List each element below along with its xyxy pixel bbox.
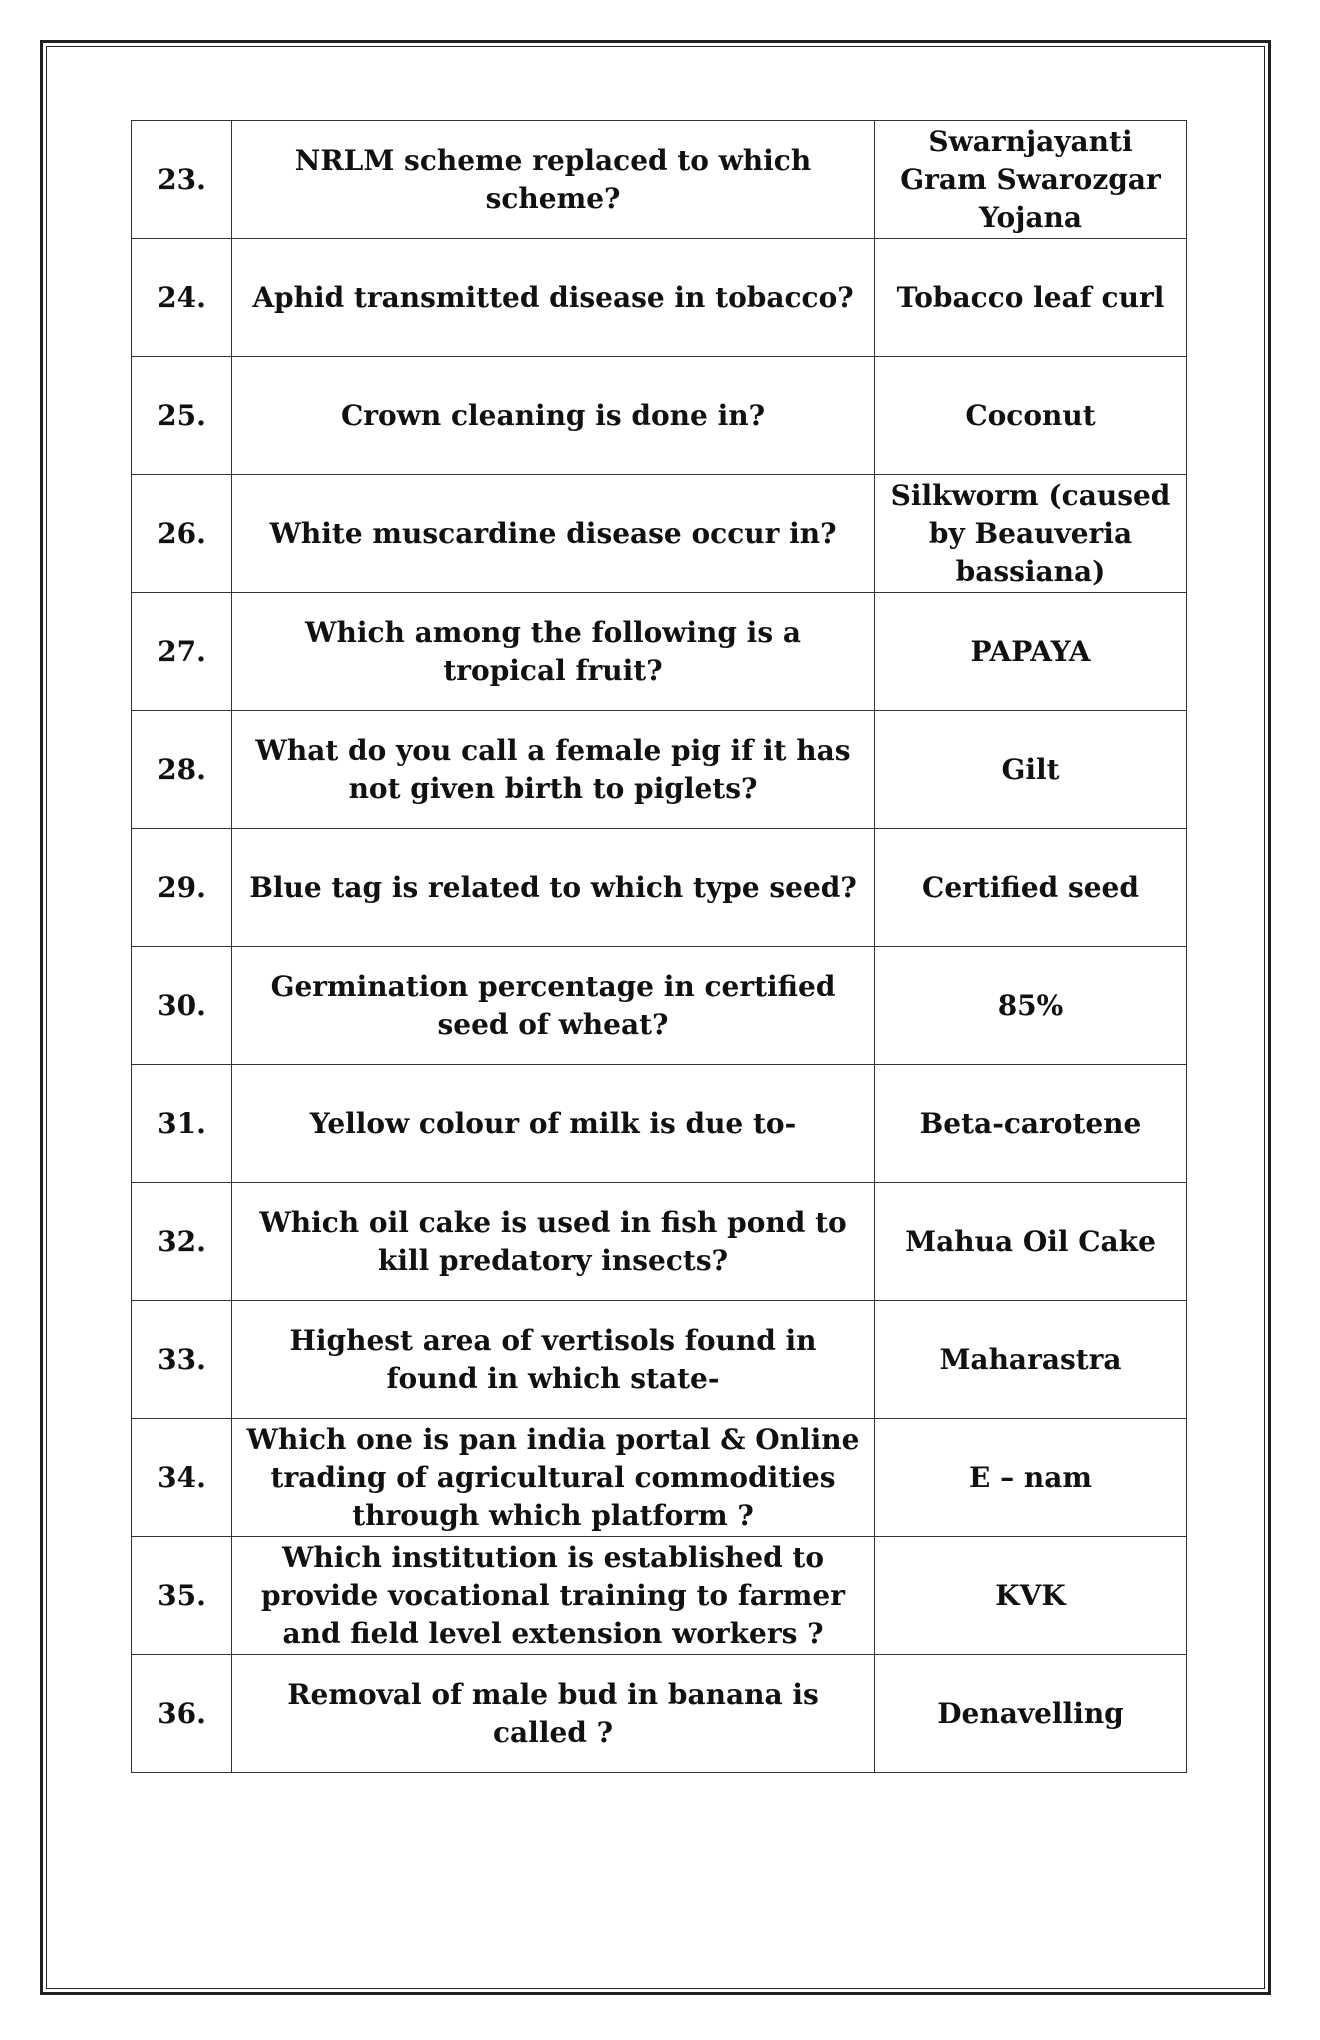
question-text: White muscardine disease occur in? [232, 475, 875, 593]
answer-text: Silkworm (caused by Beauveria bassiana) [875, 475, 1187, 593]
answer-text: Tobacco leaf curl [875, 239, 1187, 357]
table-row [132, 121, 1187, 239]
question-number: 35. [132, 1537, 232, 1655]
answer-text: PAPAYA [875, 593, 1187, 711]
table-row [132, 239, 1187, 357]
answer-text: Beta-carotene [875, 1065, 1187, 1183]
question-text: NRLM scheme replaced to which scheme? [232, 121, 875, 239]
answer-text: KVK [875, 1537, 1187, 1655]
question-text: Highest area of vertisols found in found in which state- [232, 1301, 875, 1419]
question-number: 23. [132, 121, 232, 239]
question-text: Yellow colour of milk is due to- [232, 1065, 875, 1183]
answer-text: Maharastra [875, 1301, 1187, 1419]
question-number: 26. [132, 475, 232, 593]
question-number: 24. [132, 239, 232, 357]
question-number: 27. [132, 593, 232, 711]
question-number: 29. [132, 829, 232, 947]
question-text: Removal of male bud in banana is called ? [232, 1655, 875, 1773]
question-text: Which oil cake is used in fish pond to kill predatory insects? [232, 1183, 875, 1301]
question-number: 30. [132, 947, 232, 1065]
answer-text: Certified seed [875, 829, 1187, 947]
question-text: Which institution is established to provide vocational training to farmer and field level extension workers ? [232, 1537, 875, 1655]
answer-text: Gilt [875, 711, 1187, 829]
table-row [132, 1183, 1187, 1301]
question-text: Crown cleaning is done in? [232, 357, 875, 475]
question-text: Which one is pan india portal & Online trading of agricultural commodities through which platform ? [232, 1419, 875, 1537]
question-text: Germination percentage in certified seed of wheat? [232, 947, 875, 1065]
table-row [132, 711, 1187, 829]
table-row [132, 947, 1187, 1065]
table-row [132, 1419, 1187, 1537]
question-number: 36. [132, 1655, 232, 1773]
table-row [132, 1065, 1187, 1183]
question-number: 34. [132, 1419, 232, 1537]
answer-text: Swarnjayanti Gram Swarozgar Yojana [875, 121, 1187, 239]
table-row [132, 1301, 1187, 1419]
answer-text: 85% [875, 947, 1187, 1065]
question-number: 28. [132, 711, 232, 829]
qa-table [131, 120, 1187, 1773]
answer-text: E – nam [875, 1419, 1187, 1537]
question-text: What do you call a female pig if it has not given birth to piglets? [232, 711, 875, 829]
table-row [132, 1537, 1187, 1655]
question-text: Aphid transmitted disease in tobacco? [232, 239, 875, 357]
question-number: 25. [132, 357, 232, 475]
table-row [132, 1655, 1187, 1773]
answer-text: Mahua Oil Cake [875, 1183, 1187, 1301]
table-row [132, 475, 1187, 593]
table-row [132, 357, 1187, 475]
question-number: 32. [132, 1183, 232, 1301]
question-text: Blue tag is related to which type seed? [232, 829, 875, 947]
answer-text: Coconut [875, 357, 1187, 475]
table-row [132, 829, 1187, 947]
question-text: Which among the following is a tropical fruit? [232, 593, 875, 711]
answer-text: Denavelling [875, 1655, 1187, 1773]
table-row [132, 593, 1187, 711]
question-number: 33. [132, 1301, 232, 1419]
question-number: 31. [132, 1065, 232, 1183]
